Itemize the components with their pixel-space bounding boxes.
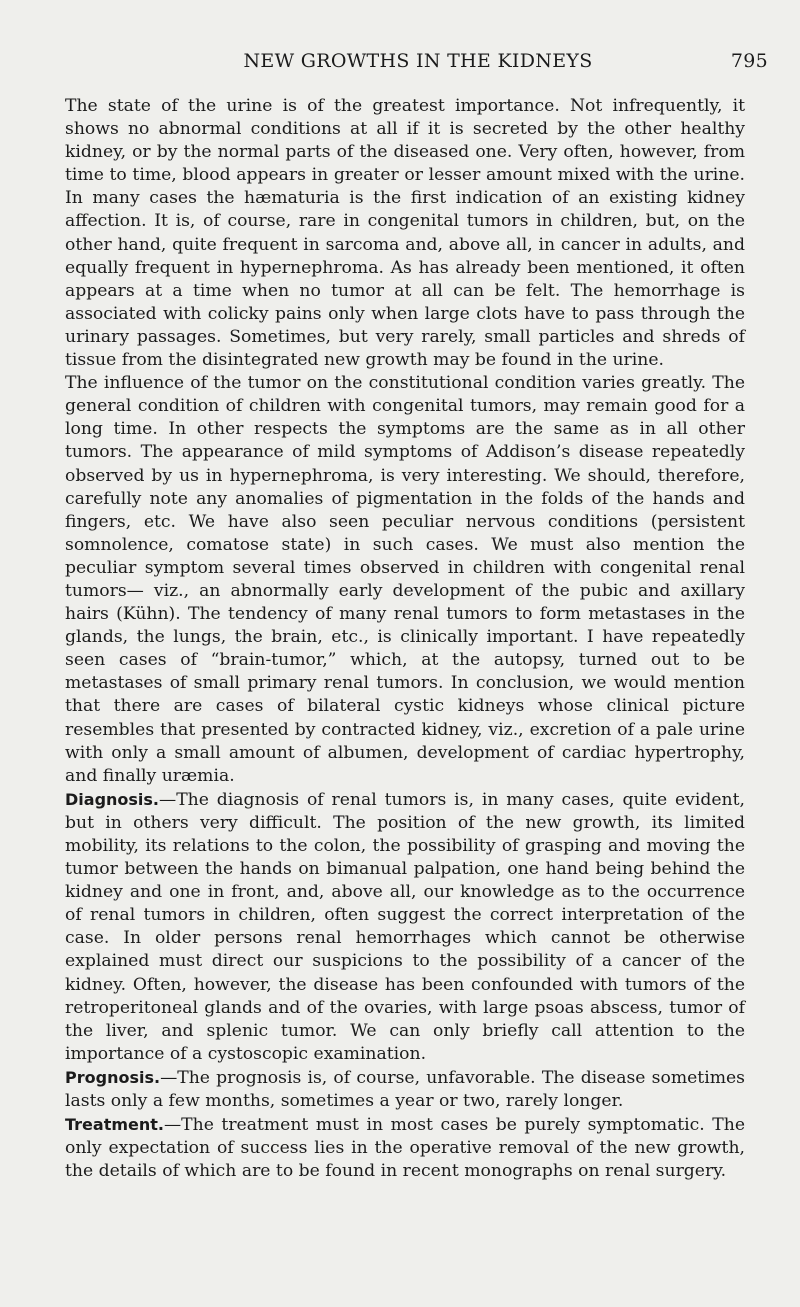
diagnosis-heading: Diagnosis. xyxy=(65,789,160,809)
running-head: NEW GROWTHS IN THE KIDNEYS xyxy=(243,50,593,72)
paragraph-constitutional: The influence of the tumor on the constitutional condition varies greatly. The general condition of children with congenital tumors, may remain good for a long time. In other respects the symptoms are the same as in all other tumors. The appearance of mild symptoms of Addison’s disease repeatedly observed by us in hypernephroma, is very interesting. We should, therefore, carefully note any anomalies of pigmentation in the folds of the hands and fingers, etc. We have also seen peculiar nervous conditions (persistent somnolence, comatose state) in such cases. We must also mention the peculiar symptom several times observed in children with congenital renal tumors— viz., an abnormally early development of the pubic and axillary hairs (Kühn). The tendency of many renal tumors to form metastases in the glands, the lungs, the brain, etc., is clinically important. I have repeatedly seen cases of “brain-tumor,” which, at the autopsy, turned out to be metastases of small primary renal tumors. In conclusion, we would mention that there are cases of bilateral cystic kidneys whose clinical picture resembles that presented by contracted kidney, viz., excretion of a pale urine with only a small amount of albumen, development of cardiac hypertrophy, and finally uræmia. xyxy=(65,373,745,786)
paragraph-prognosis xyxy=(65,1066,745,1113)
paragraph-diagnosis xyxy=(65,788,745,1066)
prognosis-heading: Prognosis. xyxy=(65,1067,161,1087)
page-header xyxy=(68,50,768,76)
paragraph-urine: The state of the urine is of the greatest importance. Not infrequently, it shows no abnormal conditions at all if it is secreted by the other healthy kidney, or by the normal parts of the diseased one. Very often, however, from time to time, blood appears in greater or lesser amount mixed with the urine. In many cases the hæmaturia is the first indication of an existing kidney affection. It is, of course, rare in congenital tumors in children, but, on the other hand, quite frequent in sarcoma and, above all, in cancer in adults, and equally frequent in hypernephroma. As has already been mentioned, it often appears at a time when no tumor at all can be felt. The hemorrhage is associated with colicky pains only when large clots have to pass through the urinary passages. Sometimes, but very rarely, small particles and shreds of tissue from the disintegrated new growth may be found in the urine. xyxy=(65,96,745,371)
page-number: 795 xyxy=(730,50,768,72)
diagnosis-text: —The diagnosis of renal tumors is, in many cases, quite evident, but in others very difficult. The position of the new growth, its limited mobility, its relations to the colon, the possibility of grasping and moving the tumor between the hands on bimanual palpation, one hand being behind the kidney and one in front, and, above all, our knowledge as to the occurrence of renal tumors in children, often suggest the correct interpretation of the case. In older persons renal hemorrhages which cannot be otherwise explained must direct our suspicions to the possibility of a cancer of the kidney. Often, however, the disease has been confounded with tumors of the retroperitoneal glands and of the ovaries, with large psoas abscess, tumor of the liver, and splenic tumor. We can only briefly call attention to the importance of a cystoscopic examination. xyxy=(65,789,745,1064)
prognosis-text: —The prognosis is, of course, unfavorable. The disease sometimes lasts only a few months, sometimes a year or two, rarely longer. xyxy=(65,1067,745,1112)
treatment-heading: Treatment. xyxy=(65,1115,164,1135)
paragraph-treatment xyxy=(65,1113,745,1183)
treatment-text: —The treatment must in most cases be purely symptomatic. The only expectation of success lies in the operative removal of the new growth, the details of which are to be found in recent monographs on renal surgery. xyxy=(65,1115,745,1182)
body-text xyxy=(65,95,745,1183)
